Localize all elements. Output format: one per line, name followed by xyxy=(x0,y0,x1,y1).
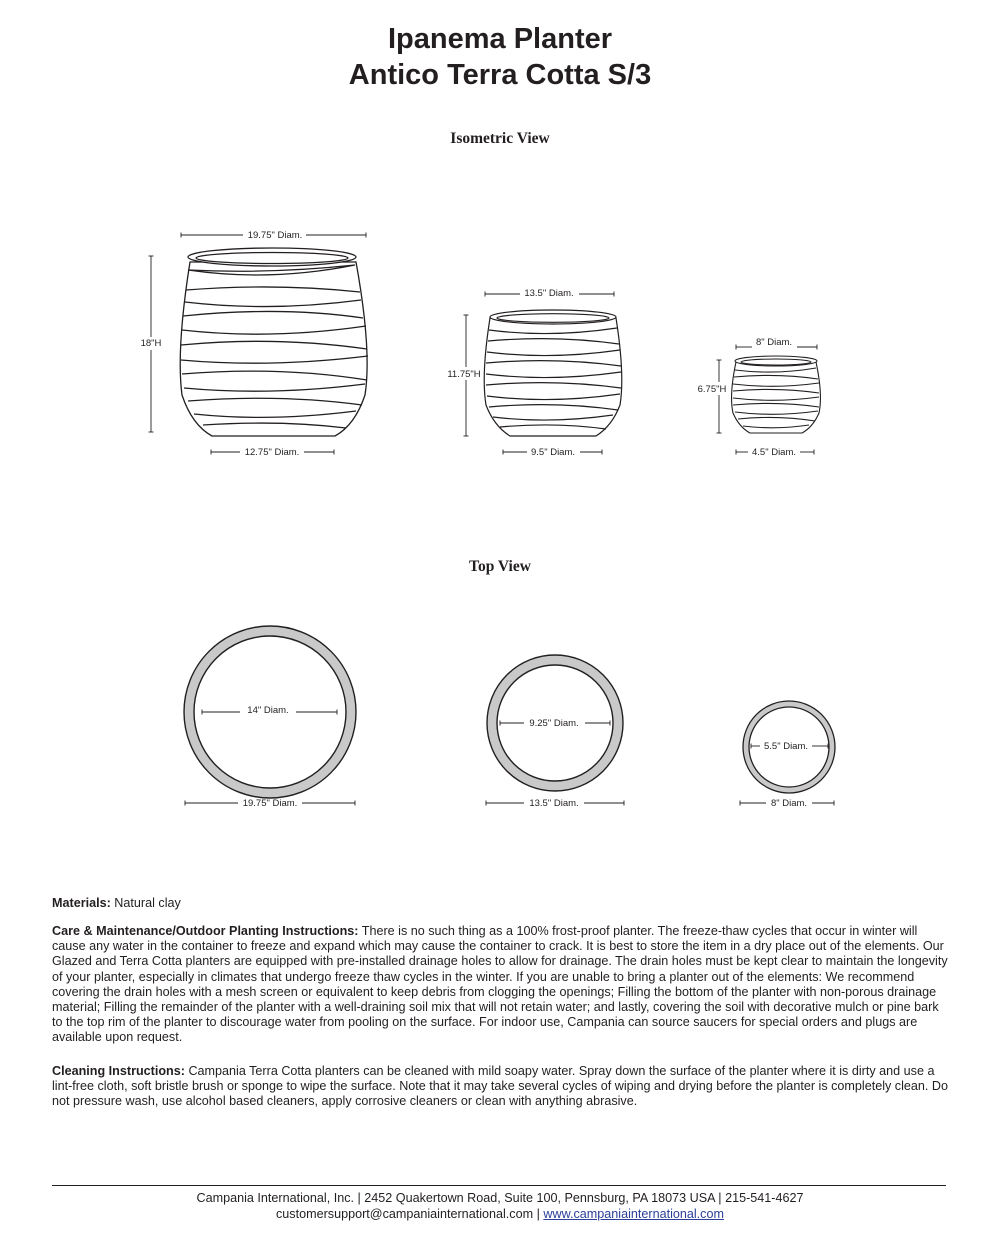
care-label: Care & Maintenance/Outdoor Planting Instructions: xyxy=(52,924,359,938)
footer-contact xyxy=(0,1206,1000,1222)
cleaning-paragraph xyxy=(52,1064,948,1110)
small-inner-diam-label: 5.5" Diam. xyxy=(763,741,809,752)
small-base-diam-label: 4.5" Diam. xyxy=(751,447,797,458)
cleaning-label: Cleaning Instructions: xyxy=(52,1064,185,1078)
product-subtitle: Antico Terra Cotta S/3 xyxy=(348,59,652,91)
footer-divider xyxy=(52,1185,946,1186)
care-paragraph xyxy=(52,924,948,1046)
small-outer-diam-label: 8" Diam. xyxy=(770,798,808,809)
top-view-heading: Top View xyxy=(469,558,531,575)
medium-outer-diam-label: 13.5" Diam. xyxy=(529,798,579,809)
footer-email: customersupport@campaniainternational.com xyxy=(276,1207,534,1221)
medium-base-diam-label: 9.5" Diam. xyxy=(530,447,576,458)
materials-label: Materials: xyxy=(52,896,111,910)
materials-paragraph xyxy=(52,896,948,911)
large-outer-diam-label: 19.75" Diam. xyxy=(242,798,298,809)
isometric-view-heading: Isometric View xyxy=(450,130,550,147)
small-planter-isometric xyxy=(732,356,821,433)
footer-address: Campania International, Inc. | 2452 Quakertown Road, Suite 100, Pennsburg, PA 18073 USA | 215-541-4627 xyxy=(196,1191,804,1205)
medium-planter-isometric xyxy=(484,310,622,436)
medium-height-label: 11.75"H xyxy=(447,369,481,380)
care-text: There is no such thing as a 100% frost-proof planter. The freeze-thaw cycles that occur in winter will cause any water in the container to freeze and expand which may cause the container to crack. It is best to store the item in a dry place out of the elements. Our Glazed and Terra Cotta planters are equipped with pre-installed drainage holes to allow for drainage. The drain holes must be kept clear to maintain the longevity of your planter, especially in climates that undergo freeze thaw cycles in the winter. If you are unable to bring a planter out of the elements: We recommend covering the drain holes with a mesh screen or equivalent to keep debris from clogging the openings; Filling the bottom of the planter with non-porous drainage material; Filling the remainder of the planter with a well-draining soil mix that will not retain water; and lastly, covering the soil with decorative mulch or pine bark to the top rim of the planter to discourage water from pooling on the surface. For indoor use, Campania can source saucers for special orders and plugs are available upon request. xyxy=(52,924,948,1045)
small-height-label: 6.75"H xyxy=(697,384,727,395)
product-title: Ipanema Planter xyxy=(387,23,613,55)
materials-text: Natural clay xyxy=(114,896,181,910)
medium-top-diam-label: 13.5" Diam. xyxy=(524,288,574,299)
footer-website-link[interactable]: www.campaniainternational.com xyxy=(543,1207,724,1221)
small-top-diam-label: 8" Diam. xyxy=(755,337,793,348)
large-base-diam-label: 12.75" Diam. xyxy=(244,447,300,458)
cleaning-text: Campania Terra Cotta planters can be cleaned with mild soapy water. Spray down the surface of the planter where it is dirty and use a lint-free cloth, soft bristle brush or sponge to wipe the surface. Note that it may take several cycles of wiping and drying before the planter is completely clean. Do not pressure wash, use alcohol based cleaners, apply corrosive cleaners or clean with anything abrasive. xyxy=(52,1064,949,1109)
large-top-diam-label: 19.75" Diam. xyxy=(247,230,303,241)
large-height-label: 18"H xyxy=(140,338,162,349)
large-inner-diam-label: 14" Diam. xyxy=(247,705,289,716)
footer-separator: | xyxy=(536,1207,540,1221)
medium-inner-diam-label: 9.25" Diam. xyxy=(529,718,579,729)
large-planter-isometric xyxy=(180,248,368,436)
